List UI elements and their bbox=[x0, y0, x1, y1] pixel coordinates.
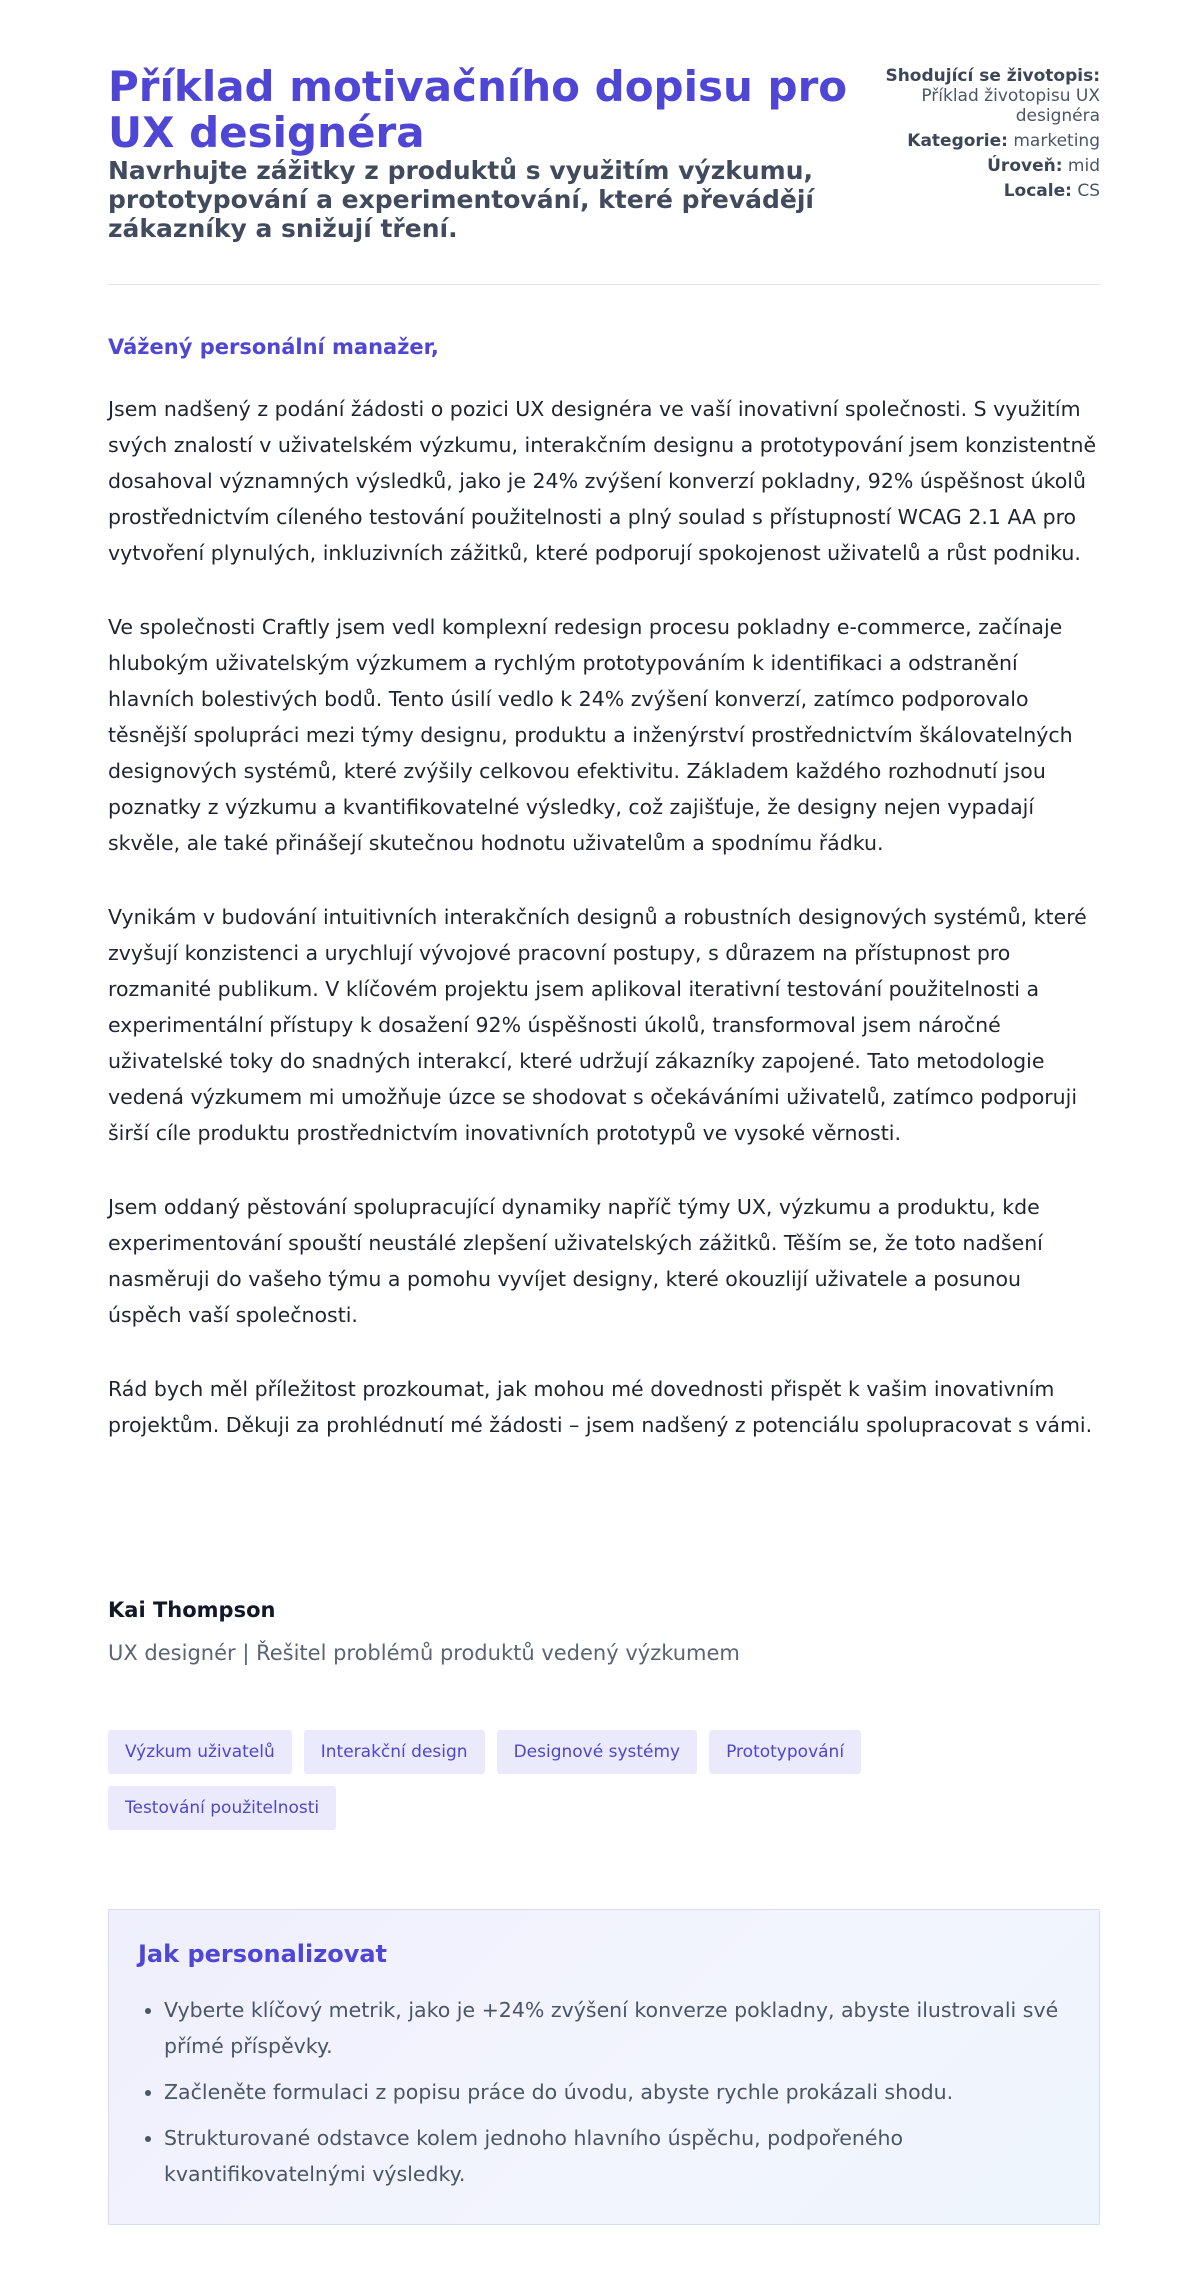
meta-category-label: Kategorie: bbox=[907, 131, 1008, 151]
meta-level-value: mid bbox=[1067, 156, 1100, 176]
skill-tag: Prototypování bbox=[709, 1730, 861, 1774]
skill-tag: Výzkum uživatelů bbox=[108, 1730, 292, 1774]
tip-item: • Začleněte formulaci z popisu práce do úvodu, abyste rychle prokázali shodu. bbox=[164, 2074, 1094, 2110]
meta-resume-value: Příklad životopisu UX designéra bbox=[921, 86, 1100, 126]
tip-item: • Vyberte klíčový metrik, jako je +24% zvýšení konverze pokladny, abyste ilustrovali své přímé příspěvky. bbox=[164, 1992, 1094, 2064]
skill-tags bbox=[108, 1730, 1100, 1830]
meta-resume bbox=[860, 66, 1100, 126]
skill-tag: Interakční design bbox=[304, 1730, 485, 1774]
letter-paragraph-3: Vynikám v budování intuitivních interakčních designů a robustních designových systémů, které zvyšují konzistenci a urychlují vývojové pracovní postupy, s důrazem na přístupnost pro rozmanité publikum. V klíčovém projektu jsem aplikoval iterativní testování použitelnosti a experimentální přístupy k dosažení 92% úspěšnosti úkolů, transformoval jsem náročné uživatelské toky do snadných interakcí, které udržují zákazníky zapojené. Tato metodologie vedená výzkumem mi umožňuje úzce se shodovat s očekáváními uživatelů, zatímco podporuji širší cíle produktu prostřednictvím inovativních prototypů ve vysoké věrnosti. bbox=[108, 905, 1087, 1145]
meta-locale-value: CS bbox=[1077, 181, 1100, 201]
meta-resume-label: Shodující se životopis: bbox=[885, 66, 1100, 86]
letter-paragraph-4: Jsem oddaný pěstování spolupracující dynamiky napříč týmy UX, výzkumu a produktu, kde experimentování spouští neustálé zlepšení uživatelských zážitků. Těším se, že toto nadšení nasměruji do vašeho týmu a pomohu vyvíjet designy, které okouzlijí uživatele a posunou úspěch vaší společnosti. bbox=[108, 1195, 1043, 1327]
meta-category-value: marketing bbox=[1013, 131, 1100, 151]
meta-panel bbox=[860, 66, 1100, 206]
letter-greeting: Vážený personální manažer, bbox=[108, 335, 439, 359]
personalize-tips-box bbox=[108, 1909, 1100, 2225]
page-subtitle: Navrhujte zážitky z produktů s využitím výzkumu, prototypování a experimentování, které převádějí zákazníky a snižují tření. bbox=[108, 156, 815, 243]
skill-tag: Testování použitelnosti bbox=[108, 1786, 336, 1830]
letter-paragraph-5: Rád bych měl příležitost prozkoumat, jak mohou mé dovednosti přispět k vašim inovativním projektům. Děkuji za prohlédnutí mé žádosti – jsem nadšený z potenciálu spolupracovat s vámi. bbox=[108, 1377, 1093, 1437]
meta-locale-label: Locale: bbox=[1003, 181, 1072, 201]
signature-name: Kai Thompson bbox=[108, 1598, 276, 1622]
skill-tag: Designové systémy bbox=[497, 1730, 698, 1774]
meta-level-label: Úroveň: bbox=[987, 156, 1063, 176]
letter-paragraph-1: Jsem nadšený z podání žádosti o pozici UX designéra ve vaší inovativní společnosti. S využitím svých znalostí v uživatelském výzkumu, interakčním designu a prototypování jsem konzistentně dosahoval významných výsledků, jako je 24% zvýšení konverzí pokladny, 92% úspěšnost úkolů prostřednictvím cíleného testování použitelnosti a plný soulad s přístupností WCAG 2.1 AA pro vytvoření plynulých, inkluzivních zážitků, které podporují spokojenost uživatelů a růst podniku. bbox=[108, 397, 1097, 565]
header-divider bbox=[108, 284, 1100, 285]
tip-item: • Strukturované odstavce kolem jednoho hlavního úspěchu, podpořeného kvantifikovatelnými výsledky. bbox=[164, 2120, 1094, 2192]
meta-category bbox=[860, 131, 1100, 151]
signature-role: UX designér | Řešitel problémů produktů vedený výzkumem bbox=[108, 1641, 740, 1665]
letter-body bbox=[108, 391, 1100, 1481]
page-title: Příklad motivačního dopisu pro UX designéra bbox=[108, 62, 848, 157]
meta-level bbox=[860, 156, 1100, 176]
letter-paragraph-2: Ve společnosti Craftly jsem vedl komplexní redesign procesu pokladny e-commerce, začínaje hlubokým uživatelským výzkumem a rychlým prototypováním k identifikaci a odstranění hlavních bolestivých bodů. Tento úsilí vedlo k 24% zvýšení konverzí, zatímco podporovalo těsnější spolupráci mezi týmy designu, produktu a inženýrství prostřednictvím škálovatelných designových systémů, které zvýšily celkovou efektivitu. Základem každého rozhodnutí jsou poznatky z výzkumu a kvantifikovatelné výsledky, což zajišťuje, že designy nejen vypadají skvěle, ale také přinášejí skutečnou hodnotu uživatelům a spodnímu řádku. bbox=[108, 615, 1073, 855]
tips-list bbox=[138, 1992, 1094, 2202]
meta-locale bbox=[860, 181, 1100, 201]
tips-title: Jak personalizovat bbox=[138, 1940, 388, 1968]
